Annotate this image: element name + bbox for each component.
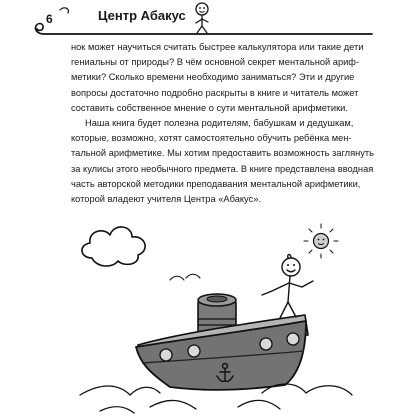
text-line: составить собственное мнение о сути ментальной арифметики. bbox=[71, 102, 348, 113]
sun-icon bbox=[304, 224, 338, 258]
text-line: вопросы достаточно подробно раскрыты в книге и читатель может bbox=[71, 87, 359, 98]
book-title: Центр Абакус bbox=[98, 8, 186, 23]
stick-figure-icon bbox=[0, 0, 420, 40]
text-line: нок может научиться считать быстрее калькулятора или такие дети bbox=[71, 42, 364, 52]
page-header bbox=[0, 0, 420, 40]
body-text bbox=[71, 40, 375, 207]
text-line: Наша книга будет полезна родителям, бабушкам и дедушкам, bbox=[85, 118, 354, 129]
paragraph-1 bbox=[71, 40, 367, 116]
text-line: тальной арифметике. Мы хотим предоставить возможность заглянуть bbox=[71, 148, 375, 159]
text-line: которые, возможно, хотят самостоятельно обучить ребёнка мен- bbox=[71, 133, 352, 144]
text-line: часть авторской методики преподавания ментальной арифметики, bbox=[71, 178, 361, 189]
text-line: которой владеют учителя Центра «Абакус». bbox=[71, 194, 261, 205]
paragraph-2 bbox=[71, 116, 375, 207]
ship-illustration bbox=[0, 205, 420, 420]
page-number: 6 bbox=[46, 12, 53, 26]
text-line: за кулисы этого необычного предмета. В книге представлена вводная bbox=[71, 163, 374, 174]
text-line: метики? Сколько времени необходимо заниматься? Эти и другие bbox=[71, 72, 355, 83]
boy-figure-icon bbox=[262, 254, 313, 318]
text-line: гениальны от природы? В чём основной секрет ментальной ариф- bbox=[71, 57, 360, 68]
cloud-icon bbox=[82, 227, 145, 266]
